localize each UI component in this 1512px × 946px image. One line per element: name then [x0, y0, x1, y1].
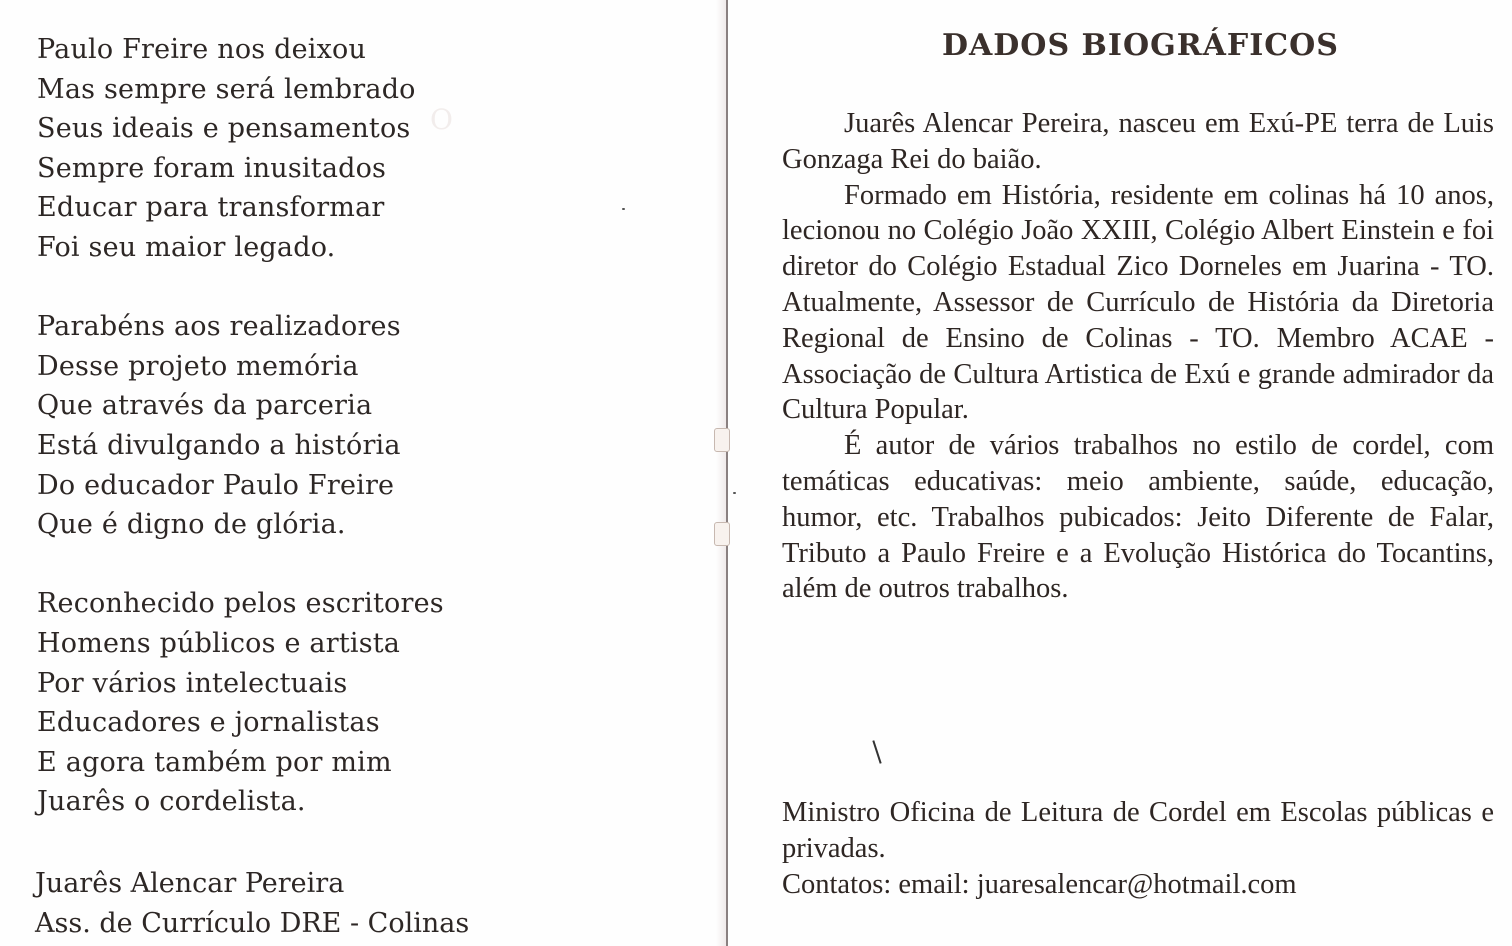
verse: E agora também por mim [37, 746, 392, 778]
verse: Juarês o cordelista. [37, 786, 306, 818]
bio-footer [782, 795, 1494, 902]
poem-stanza-2 [37, 307, 444, 545]
workshop-note: Ministro Oficina de Leitura de Cordel em Escolas públicas e privadas. [782, 797, 1494, 864]
verse: Homens públicos e artista [37, 627, 401, 659]
spine-shadow [716, 0, 726, 946]
scan-speck [622, 208, 625, 210]
contact-label: Contatos: email: [782, 868, 970, 900]
staple-icon [714, 522, 730, 546]
verse: Por vários intelectuais [37, 667, 348, 699]
page-title: DADOS BIOGRÁFICOS [942, 28, 1339, 63]
verse: Educadores e jornalistas [37, 707, 380, 739]
verse: Está divulgando a história [37, 429, 401, 461]
email-link[interactable]: juaresalencar@hotmail.com [976, 868, 1297, 900]
left-page-poem [0, 0, 722, 946]
bio-paragraph-career: Formado em História, residente em colinas há 10 anos, lecionou no Colégio João XXIII, Colégio Albert Einstein e foi diretor do Colégio Estadual Zico Dorneles em Juarina - TO. Atualmente, Assessor de Currículo de História da Diretoria Regional de Ensino de Colinas - TO. Membro ACAE - Associação de Cultura Artistica de Exú e grande admirador da Cultura Popular. [782, 179, 1494, 426]
verse: Desse projeto memória [37, 350, 359, 382]
contact-line [782, 867, 1494, 903]
verse: Parabéns aos realizadores [37, 311, 401, 343]
verse: Seus ideais e pensamentos [37, 113, 411, 145]
poem-stanza-3 [37, 584, 444, 822]
poem-stanza-1 [37, 30, 444, 268]
bio-paragraph-birth: Juarês Alencar Pereira, nasceu em Exú-PE terra de Luis Gonzaga Rei do baião. [782, 108, 1494, 175]
bio-paragraph-works: É autor de vários trabalhos no estilo de cordel, com temáticas educativas: meio ambiente, saúde, educação, humor, etc. Trabalhos pubicados: Jeito Diferente de Falar, Tributo a Paulo Freire e a Evolução Histórica do Tocantins, além de outros trabalhos. [782, 430, 1494, 605]
verse: Educar para transformar [37, 192, 385, 224]
signature-name: Juarês Alencar Pereira [35, 868, 345, 899]
verse: Reconhecido pelos escritores [37, 588, 444, 620]
scan-speck [733, 492, 736, 494]
signature-role: Ass. de Currículo DRE - Colinas [35, 908, 470, 939]
bleed-through-text: O [430, 103, 453, 136]
verse: Mas sempre será lembrado [37, 73, 416, 105]
verse: Que é digno de glória. [37, 509, 346, 541]
verse: Que através da parceria [37, 390, 373, 422]
staple-icon [714, 428, 730, 452]
verse: Foi seu maior legado. [37, 231, 336, 263]
verse: Do educador Paulo Freire [37, 469, 395, 501]
biography-text [782, 106, 1494, 607]
poem [37, 30, 444, 861]
verse: Sempre foram inusitados [37, 152, 387, 184]
poem-signature [35, 864, 469, 944]
right-page-biography [730, 0, 1512, 946]
verse: Paulo Freire nos deixou [37, 34, 367, 65]
booklet-spine [726, 0, 728, 946]
